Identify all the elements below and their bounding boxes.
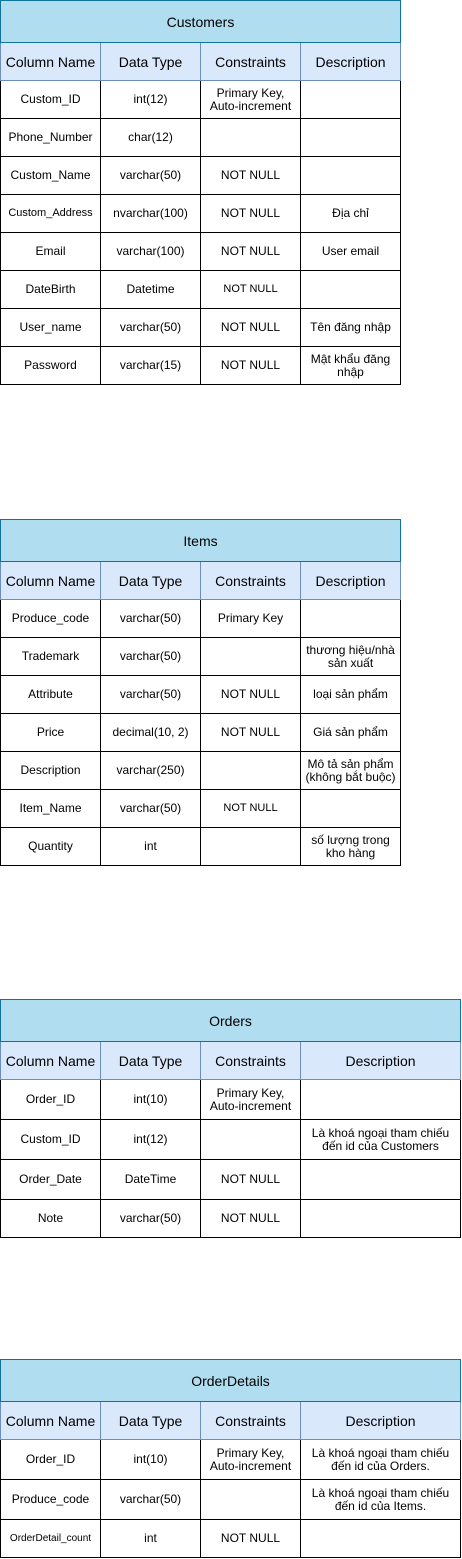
data-type-cell: varchar(50) <box>101 638 201 676</box>
header-data-type: Data Type <box>101 1402 201 1440</box>
description-cell <box>301 1080 461 1120</box>
table-row <box>1 1520 461 1558</box>
column-name-cell: Custom_ID <box>1 81 101 119</box>
description-cell: loại sản phẩm <box>301 676 401 714</box>
column-name-cell: Item_Name <box>1 790 101 828</box>
column-name-cell: Trademark <box>1 638 101 676</box>
description-cell <box>301 81 401 119</box>
constraints-cell: NOT NULL <box>201 233 301 271</box>
data-type-cell: varchar(50) <box>101 309 201 347</box>
header-column-name: Column Name <box>1 43 101 81</box>
column-name-cell: Note <box>1 1200 101 1238</box>
table-row <box>1 1120 461 1160</box>
header-description: Description <box>301 1402 461 1440</box>
header-data-type: Data Type <box>101 562 201 600</box>
column-name-cell: Attribute <box>1 676 101 714</box>
header-constraints: Constraints <box>201 562 301 600</box>
column-name-cell: Email <box>1 233 101 271</box>
description-cell: Mật khẩu đăng nhập <box>301 347 401 385</box>
constraints-cell: NOT NULL <box>201 195 301 233</box>
description-cell: Tên đăng nhập <box>301 309 401 347</box>
table-row <box>1 790 401 828</box>
constraints-cell: NOT NULL <box>201 676 301 714</box>
orders-table <box>0 999 461 1238</box>
table-row <box>1 752 401 790</box>
orderdetails-table <box>0 1359 461 1558</box>
constraints-cell: NOT NULL <box>201 714 301 752</box>
table-title: OrderDetails <box>1 1360 461 1402</box>
data-type-cell: varchar(15) <box>101 347 201 385</box>
description-cell <box>301 1520 461 1558</box>
column-name-cell: Order_Date <box>1 1160 101 1200</box>
customers-table <box>0 0 401 385</box>
header-description: Description <box>301 1042 461 1080</box>
data-type-cell: char(12) <box>101 119 201 157</box>
description-cell <box>301 790 401 828</box>
description-cell: Là khoá ngoại tham chiếu đến id của Orders. <box>301 1440 461 1480</box>
constraints-cell: Primary Key, Auto-increment <box>201 1440 301 1480</box>
column-name-cell: Quantity <box>1 828 101 866</box>
description-cell: Là khoá ngoại tham chiếu đến id của Items. <box>301 1480 461 1520</box>
table-row <box>1 828 401 866</box>
data-type-cell: varchar(50) <box>101 676 201 714</box>
constraints-cell <box>201 828 301 866</box>
table-row <box>1 347 401 385</box>
table-row <box>1 1200 461 1238</box>
constraints-cell: NOT NULL <box>201 347 301 385</box>
constraints-cell: Primary Key <box>201 600 301 638</box>
table-row <box>1 1440 461 1480</box>
header-column-name: Column Name <box>1 562 101 600</box>
constraints-cell <box>201 1120 301 1160</box>
constraints-cell <box>201 1480 301 1520</box>
table-row <box>1 271 401 309</box>
data-type-cell: nvarchar(100) <box>101 195 201 233</box>
header-description: Description <box>301 562 401 600</box>
data-type-cell: int(12) <box>101 81 201 119</box>
column-name-cell: Custom_Address <box>1 195 101 233</box>
table-row <box>1 195 401 233</box>
table-row <box>1 157 401 195</box>
table-row <box>1 1080 461 1120</box>
data-type-cell: int(12) <box>101 1120 201 1160</box>
column-name-cell: Order_ID <box>1 1080 101 1120</box>
table-row <box>1 1160 461 1200</box>
table-row <box>1 638 401 676</box>
description-cell <box>301 119 401 157</box>
column-name-cell: Custom_ID <box>1 1120 101 1160</box>
column-name-cell: Price <box>1 714 101 752</box>
constraints-cell <box>201 752 301 790</box>
data-type-cell: varchar(50) <box>101 1200 201 1238</box>
data-type-cell: varchar(100) <box>101 233 201 271</box>
description-cell <box>301 1160 461 1200</box>
column-name-cell: Produce_code <box>1 1480 101 1520</box>
constraints-cell: Primary Key, Auto-increment <box>201 1080 301 1120</box>
column-name-cell: Password <box>1 347 101 385</box>
description-cell: thương hiệu/nhà sản xuất <box>301 638 401 676</box>
items-table <box>0 519 401 866</box>
data-type-cell: int(10) <box>101 1080 201 1120</box>
table-row <box>1 600 401 638</box>
description-cell: Là khoá ngoại tham chiếu đến id của Customers <box>301 1120 461 1160</box>
constraints-cell <box>201 119 301 157</box>
column-name-cell: User_name <box>1 309 101 347</box>
column-name-cell: OrderDetail_count <box>1 1520 101 1558</box>
description-cell: User email <box>301 233 401 271</box>
table-row <box>1 233 401 271</box>
constraints-cell: NOT NULL <box>201 1160 301 1200</box>
data-type-cell: varchar(50) <box>101 790 201 828</box>
data-type-cell: decimal(10, 2) <box>101 714 201 752</box>
table-row <box>1 119 401 157</box>
table-row <box>1 676 401 714</box>
constraints-cell <box>201 638 301 676</box>
table-row <box>1 309 401 347</box>
constraints-cell: NOT NULL <box>201 157 301 195</box>
description-cell <box>301 1200 461 1238</box>
column-name-cell: Produce_code <box>1 600 101 638</box>
description-cell: số lượng trong kho hàng <box>301 828 401 866</box>
table-title: Orders <box>1 1000 461 1042</box>
header-constraints: Constraints <box>201 43 301 81</box>
header-constraints: Constraints <box>201 1402 301 1440</box>
column-name-cell: Order_ID <box>1 1440 101 1480</box>
column-name-cell: DateBirth <box>1 271 101 309</box>
data-type-cell: int <box>101 1520 201 1558</box>
constraints-cell: NOT NULL <box>201 271 301 309</box>
data-type-cell: varchar(50) <box>101 157 201 195</box>
column-name-cell: Description <box>1 752 101 790</box>
data-type-cell: varchar(250) <box>101 752 201 790</box>
column-name-cell: Phone_Number <box>1 119 101 157</box>
data-type-cell: DateTime <box>101 1160 201 1200</box>
description-cell: Giá sản phẩm <box>301 714 401 752</box>
header-data-type: Data Type <box>101 43 201 81</box>
data-type-cell: varchar(50) <box>101 600 201 638</box>
constraints-cell: NOT NULL <box>201 790 301 828</box>
table-row <box>1 714 401 752</box>
description-cell: Địa chỉ <box>301 195 401 233</box>
header-column-name: Column Name <box>1 1402 101 1440</box>
table-row <box>1 1480 461 1520</box>
header-constraints: Constraints <box>201 1042 301 1080</box>
constraints-cell: Primary Key, Auto-increment <box>201 81 301 119</box>
header-column-name: Column Name <box>1 1042 101 1080</box>
table-title: Customers <box>1 1 401 43</box>
table-row <box>1 81 401 119</box>
description-cell <box>301 157 401 195</box>
data-type-cell: varchar(50) <box>101 1480 201 1520</box>
data-type-cell: int <box>101 828 201 866</box>
description-cell <box>301 600 401 638</box>
header-description: Description <box>301 43 401 81</box>
data-type-cell: Datetime <box>101 271 201 309</box>
data-type-cell: int(10) <box>101 1440 201 1480</box>
column-name-cell: Custom_Name <box>1 157 101 195</box>
table-title: Items <box>1 520 401 562</box>
constraints-cell: NOT NULL <box>201 1520 301 1558</box>
constraints-cell: NOT NULL <box>201 309 301 347</box>
constraints-cell: NOT NULL <box>201 1200 301 1238</box>
header-data-type: Data Type <box>101 1042 201 1080</box>
description-cell <box>301 271 401 309</box>
description-cell: Mô tả sản phẩm (không bắt buộc) <box>301 752 401 790</box>
